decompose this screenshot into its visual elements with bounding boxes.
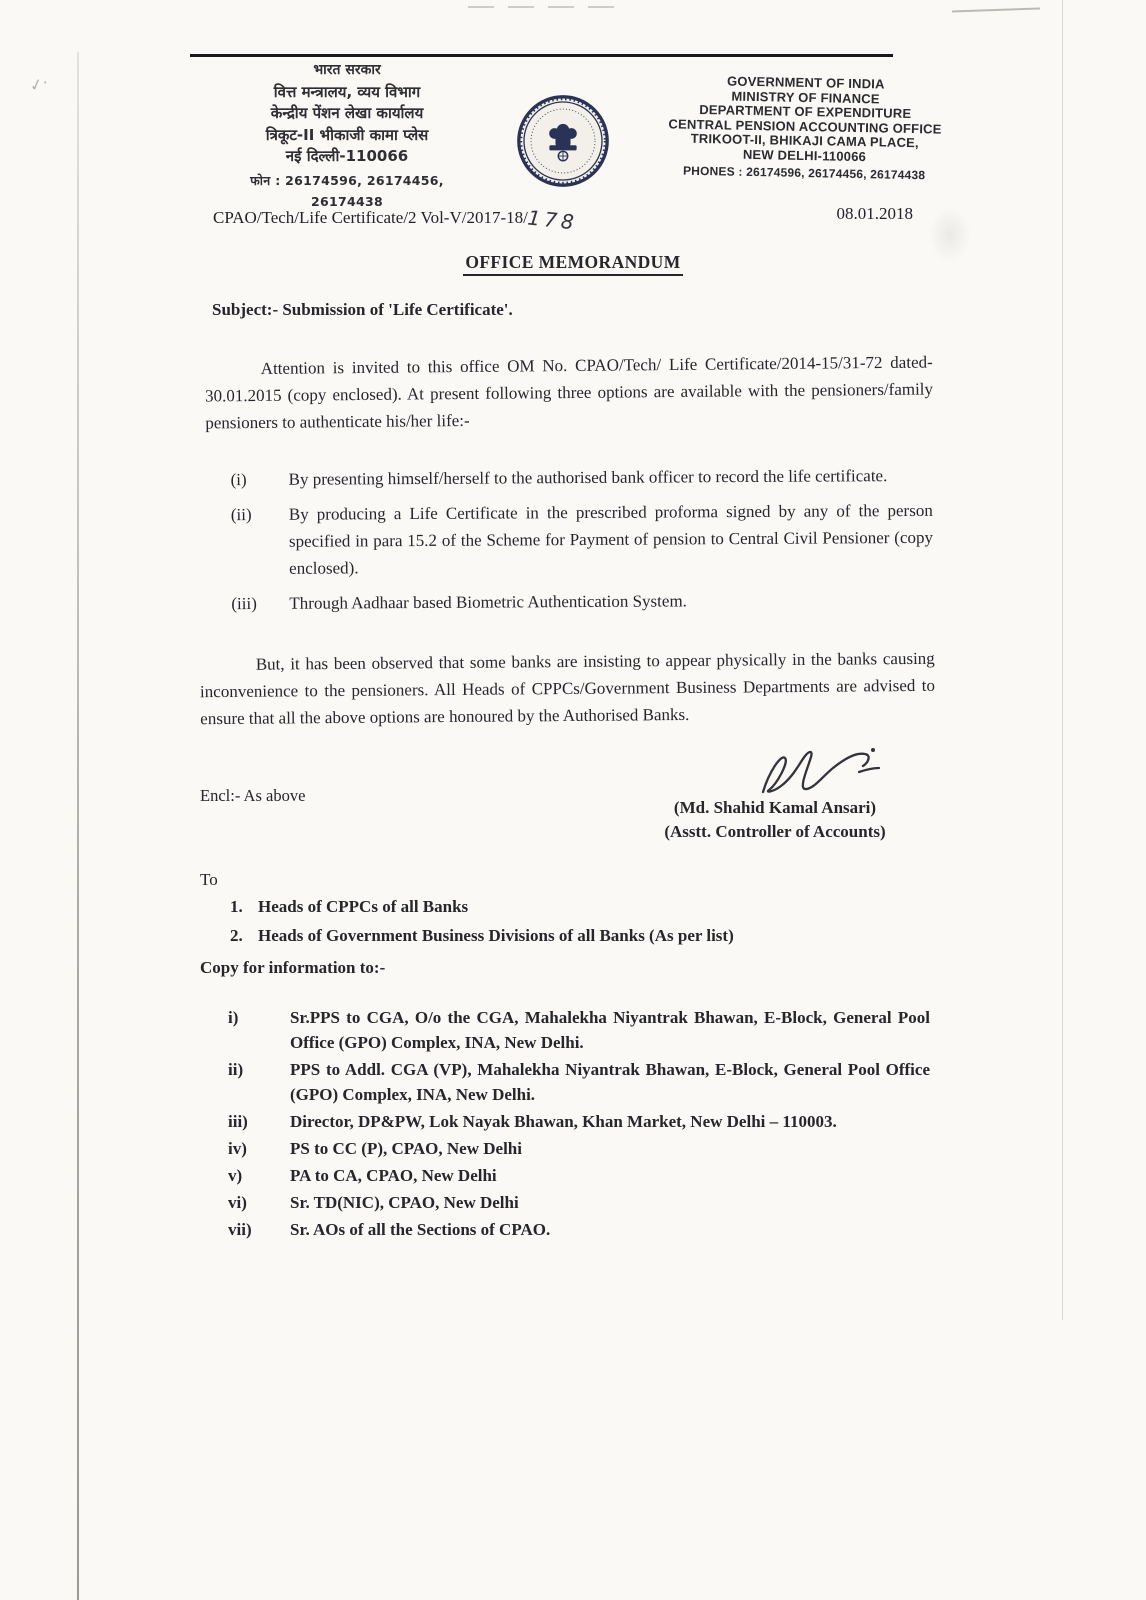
list-item <box>231 497 933 582</box>
header-english-phones-line: PHONES : 26174596, 26174456, 26174438 <box>682 163 926 182</box>
list-item-text: Sr. TD(NIC), CPAO, New Delhi <box>290 1193 519 1212</box>
list-item-text: Sr. AOs of all the Sections of CPAO. <box>290 1220 551 1239</box>
copy-info-label: Copy for information to:- <box>200 958 386 977</box>
list-item-marker: v) <box>228 1166 243 1185</box>
list-item-text: PA to CA, CPAO, New Delhi <box>290 1166 497 1185</box>
header-english-line: NEW DELHI-110066 <box>742 146 867 165</box>
list-item-marker: (iii) <box>231 593 257 614</box>
header-hindi-block <box>213 60 481 213</box>
list-item-text: By presenting himself/herself to the authorised bank officer to record the life certificate. <box>288 466 888 489</box>
list-item-text: PS to CC (P), CPAO, New Delhi <box>290 1139 522 1158</box>
to-label: To <box>200 870 218 889</box>
body-paragraph-2: But, it has been observed that some banks are insisting to appear physically in the banks causing inconvenience to the pensioners. All Heads of CPPCs/Government Business Departments are advised to ensure that all the above options are honoured by the Authorised Banks. <box>199 648 936 729</box>
list-item-text: Sr.PPS to CGA, O/o the CGA, Mahalekha Niyantrak Bhawan, E-Block, General Pool Office (GPO) Complex, INA, New Delhi. <box>290 1008 930 1052</box>
scan-artifact-left-line <box>77 52 79 1600</box>
header-english-line: TRIKOOT-II, BHIKAJI CAMA PLACE, <box>690 131 919 151</box>
copy-info-list <box>228 1005 930 1244</box>
list-item <box>228 1136 930 1161</box>
list-item-marker: (i) <box>230 470 247 490</box>
list-item <box>230 894 734 919</box>
list-item-marker: i) <box>228 1008 239 1027</box>
handwritten-reference-number: 178 <box>526 205 579 235</box>
reference-number-wrap <box>213 204 579 235</box>
list-item-marker: (ii) <box>230 505 252 525</box>
scan-artifact-top-right-line <box>952 7 1040 12</box>
list-item-text: Heads of CPPCs of all Banks <box>258 897 469 916</box>
header-english-line: GOVERNMENT OF INDIA <box>726 73 885 92</box>
list-item-marker: iv) <box>228 1139 247 1158</box>
list-item-text: Through Aadhaar based Biometric Authentication System. <box>289 591 687 613</box>
header-english-line: DEPARTMENT OF EXPENDITURE <box>699 102 912 122</box>
header-hindi-line: वित्त मन्त्रालय, व्यय विभाग <box>273 82 421 101</box>
ashoka-emblem-seal-icon <box>516 94 610 188</box>
addressee-block <box>200 870 734 948</box>
title-row <box>0 252 1146 273</box>
header-hindi-line: भारत सरकार <box>313 62 381 78</box>
list-item <box>230 923 734 948</box>
list-item <box>231 586 933 617</box>
list-item <box>228 1057 930 1107</box>
signatory-name: (Md. Shahid Kamal Ansari) <box>673 798 877 817</box>
options-list <box>231 462 934 625</box>
reference-row <box>213 204 913 235</box>
list-item-text: Heads of Government Business Divisions of all Banks (As per list) <box>258 926 734 945</box>
list-item <box>228 1217 930 1242</box>
header-hindi-line: नई दिल्ली-110066 <box>285 147 409 165</box>
header-english-line: MINISTRY OF FINANCE <box>731 88 880 107</box>
list-item-text: By producing a Life Certificate in the prescribed proforma signed by any of the person specified in para 15.2 of the Scheme for Payment of pension to Central Civil Pensioner (copy enclosed). <box>288 500 934 578</box>
header-divider-line <box>190 54 893 57</box>
header-hindi-line: केन्द्रीय पेंशन लेखा कार्यालय <box>270 104 424 122</box>
list-item-marker: iii) <box>228 1112 248 1131</box>
body-paragraph-1: Attention is invited to this office OM No. CPAO/Tech/ Life Certificate/2014-15/31-72 dated-30.01.2015 (copy enclosed). At present following three options are available with the pensioners/family pensioners to authenticate his/her life:- <box>204 352 934 433</box>
list-item <box>231 462 933 493</box>
list-item-marker: 2. <box>230 926 243 945</box>
header-hindi-phone-line: फोन : 26174596, 26174456, 26174438 <box>250 172 444 209</box>
document-date: 08.01.2018 <box>836 204 913 223</box>
list-item <box>228 1005 930 1055</box>
list-item <box>228 1109 930 1134</box>
document-title: OFFICE MEMORANDUM <box>463 252 682 276</box>
handwritten-signature-icon <box>755 742 885 800</box>
list-item-text: Director, DP&PW, Lok Nayak Bhawan, Khan Market, New Delhi – 110003. <box>290 1112 837 1131</box>
signature-block <box>625 742 925 844</box>
header-hindi-line: त्रिकूट-II भीकाजी कामा प्लेस <box>265 125 429 144</box>
list-item <box>228 1163 930 1188</box>
list-item <box>228 1190 930 1215</box>
pencil-check-mark: ✓· <box>27 72 50 96</box>
enclosure-note: Encl:- As above <box>200 786 306 805</box>
signatory-designation: (Asstt. Controller of Accounts) <box>664 822 886 841</box>
list-item-marker: vii) <box>228 1220 252 1239</box>
list-item-marker: vi) <box>228 1193 247 1212</box>
subject-line: Subject:- Submission of 'Life Certificate'. <box>212 300 513 319</box>
scan-artifact-right-line <box>1062 0 1063 1320</box>
header-english-line: CENTRAL PENSION ACCOUNTING OFFICE <box>668 116 942 137</box>
scan-artifact-top-dashes <box>468 6 628 8</box>
list-item-marker: ii) <box>228 1060 244 1079</box>
header-english-block <box>632 73 978 184</box>
list-item-marker: 1. <box>230 897 243 916</box>
reference-number: CPAO/Tech/Life Certificate/2 Vol-V/2017-18/ <box>213 208 528 227</box>
list-item-text: PPS to Addl. CGA (VP), Mahalekha Niyantrak Bhawan, E-Block, General Pool Office (GPO) Complex, INA, New Delhi. <box>290 1060 930 1104</box>
